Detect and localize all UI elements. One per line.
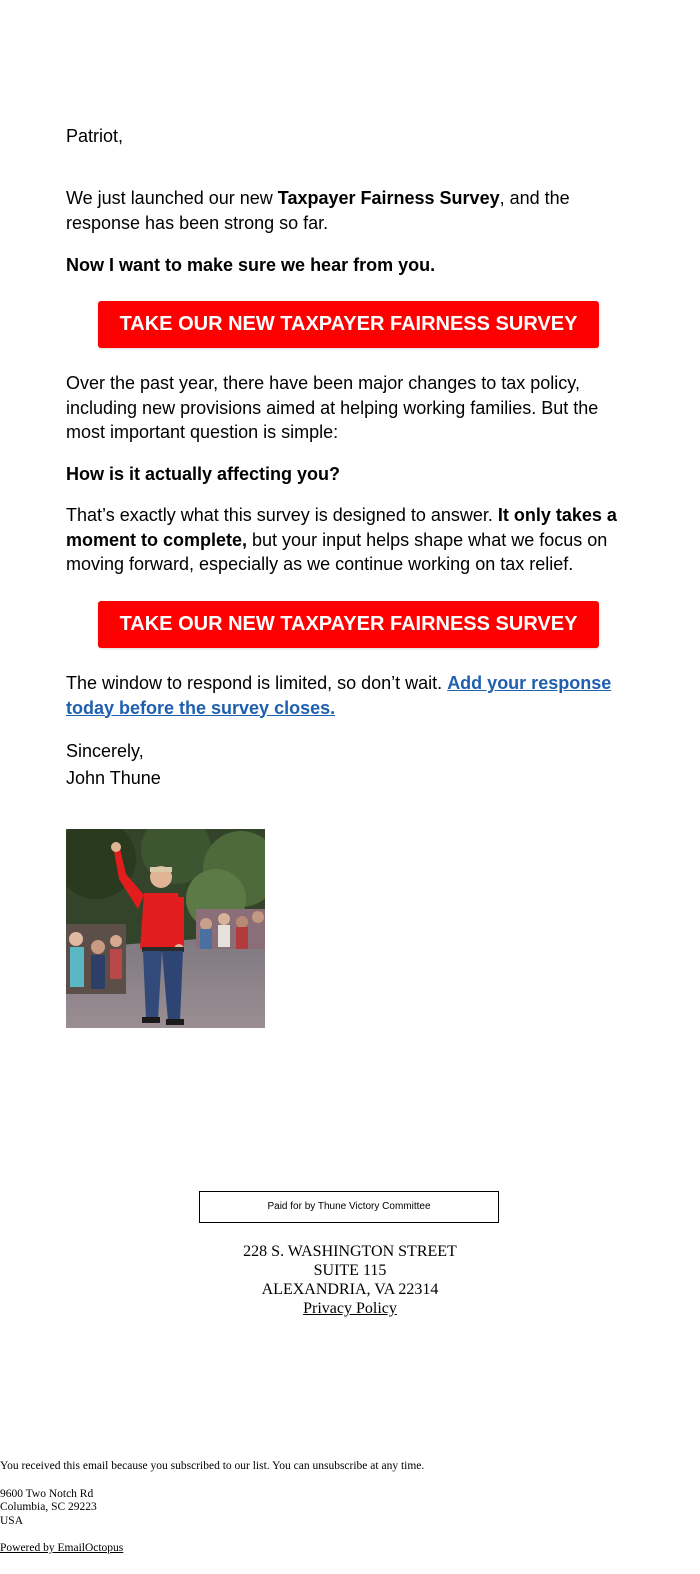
sender-address-line: Columbia, SC 29223 [0, 1501, 97, 1513]
tax-policy-paragraph: Over the past year, there have been major changes to tax policy, including new provisions aimed at helping working families. But the most important question is simple: [66, 373, 599, 442]
intro-paragraph: We just launched our new Taxpayer Fairness Survey, and the response has been strong so far. [66, 188, 570, 233]
deadline-paragraph: The window to respond is limited, so don’t wait. Add your response today before the survey closes. [66, 673, 612, 718]
greeting: Patriot, [66, 126, 124, 146]
survey-name: Taxpayer Fairness Survey [277, 188, 500, 208]
powered-by-link[interactable]: Powered by EmailOctopus [0, 1542, 124, 1554]
survey-cta-button[interactable]: TAKE OUR NEW TAXPAYER FAIRNESS SURVEY [98, 301, 599, 348]
photo-illustration [66, 829, 265, 1028]
survey-purpose-paragraph: That’s exactly what this survey is designed to answer. It only takes a moment to complete, but your input helps shape what we focus on moving forward, especially as we continue working on tax relief. [66, 505, 617, 574]
subscription-note: You received this email because you subscribed to our list. You can unsubscribe at any time. [0, 1460, 425, 1472]
senator-photo [66, 829, 265, 1028]
question-paragraph: How is it actually affecting you? [66, 464, 341, 484]
sender-address-line: 9600 Two Notch Rd [0, 1487, 94, 1500]
hear-from-you-paragraph: Now I want to make sure we hear from you. [66, 255, 436, 275]
address-line: ALEXANDRIA, VA 22314 [261, 1281, 439, 1298]
committee-address [0, 1242, 700, 1318]
address-line: SUITE 115 [313, 1262, 387, 1279]
privacy-policy-link[interactable]: Privacy Policy [303, 1300, 397, 1317]
paid-for-disclaimer: Paid for by Thune Victory Committee [199, 1191, 499, 1223]
signoff: Sincerely, John Thune [66, 741, 161, 788]
sender-address-line: USA [0, 1514, 24, 1527]
add-response-link[interactable]: Add your response today before the survey closes. [66, 673, 612, 718]
address-line: 228 S. WASHINGTON STREET [243, 1243, 457, 1260]
survey-cta-button-bottom[interactable]: TAKE OUR NEW TAXPAYER FAIRNESS SURVEY [98, 601, 599, 648]
email-footer [0, 1460, 700, 1556]
signature: John Thune [66, 768, 161, 788]
